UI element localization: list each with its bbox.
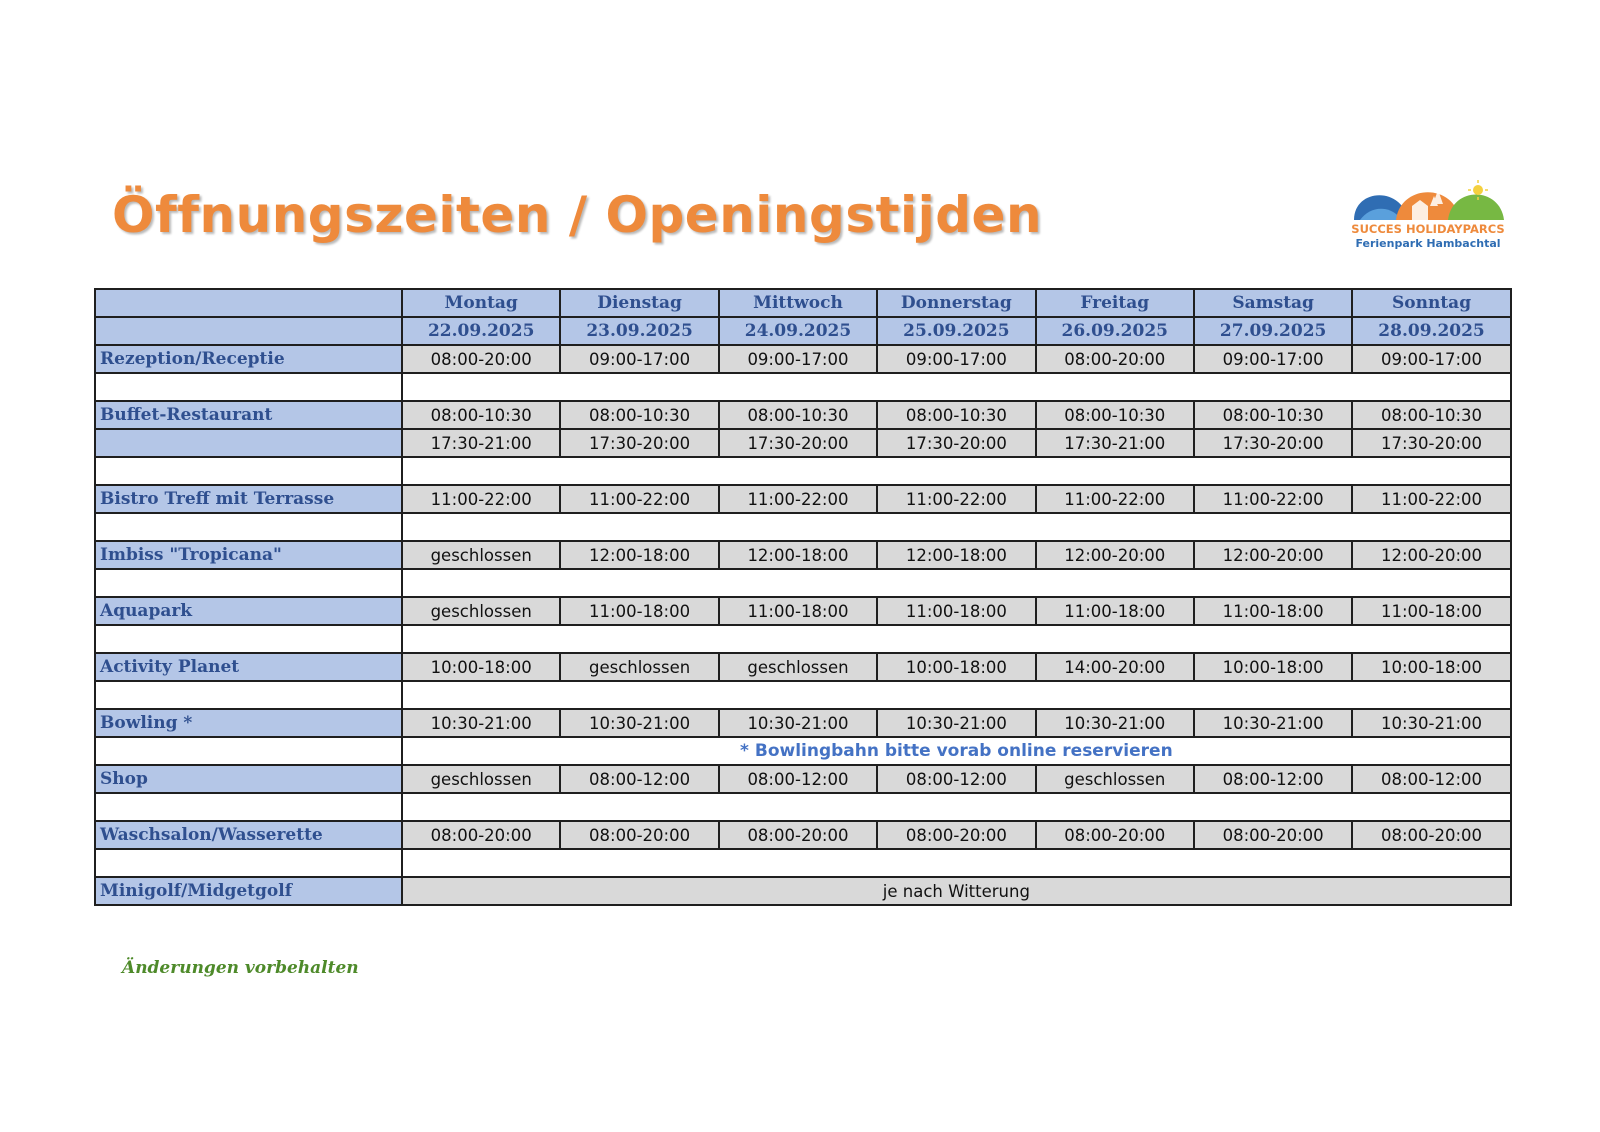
date-header: 24.09.2025 bbox=[719, 317, 877, 345]
facility-label: Activity Planet bbox=[95, 653, 402, 681]
date-header: 27.09.2025 bbox=[1194, 317, 1352, 345]
spacer-cell bbox=[402, 457, 1511, 485]
header-corner-cell bbox=[95, 289, 402, 317]
weather-dependent-cell: je nach Witterung bbox=[402, 877, 1511, 905]
time-cell: 12:00-20:00 bbox=[1036, 541, 1194, 569]
spacer-row bbox=[95, 625, 1511, 653]
spacer-label-cell bbox=[95, 793, 402, 821]
facility-label: Bowling * bbox=[95, 709, 402, 737]
time-cell: 08:00-20:00 bbox=[1036, 345, 1194, 373]
time-cell: 17:30-20:00 bbox=[877, 429, 1035, 457]
time-cell: 08:00-10:30 bbox=[1194, 401, 1352, 429]
opening-hours-table bbox=[94, 288, 1512, 906]
spacer-cell bbox=[402, 793, 1511, 821]
time-cell: 08:00-12:00 bbox=[1194, 765, 1352, 793]
time-cell: geschlossen bbox=[402, 765, 560, 793]
time-cell: 08:00-20:00 bbox=[1036, 821, 1194, 849]
time-cell: 09:00-17:00 bbox=[560, 345, 718, 373]
facility-label: Imbiss "Tropicana" bbox=[95, 541, 402, 569]
date-header: 26.09.2025 bbox=[1036, 317, 1194, 345]
time-cell: geschlossen bbox=[402, 597, 560, 625]
time-cell: 09:00-17:00 bbox=[1352, 345, 1510, 373]
spacer-cell bbox=[402, 849, 1511, 877]
time-cell: 09:00-17:00 bbox=[1194, 345, 1352, 373]
time-cell: 12:00-20:00 bbox=[1352, 541, 1510, 569]
bowling-reservation-note: * Bowlingbahn bitte vorab online reservieren bbox=[402, 737, 1511, 765]
time-cell: 10:30-21:00 bbox=[1352, 709, 1510, 737]
time-cell: 08:00-20:00 bbox=[560, 821, 718, 849]
spacer-cell bbox=[402, 373, 1511, 401]
facility-label: Buffet-Restaurant bbox=[95, 401, 402, 429]
spacer-label-cell bbox=[95, 849, 402, 877]
spacer-label-cell bbox=[95, 373, 402, 401]
spacer-label-cell bbox=[95, 457, 402, 485]
time-cell: 17:30-21:00 bbox=[402, 429, 560, 457]
spacer-row bbox=[95, 457, 1511, 485]
time-cell: 08:00-20:00 bbox=[877, 821, 1035, 849]
time-cell: 08:00-20:00 bbox=[719, 821, 877, 849]
header-corner-cell bbox=[95, 317, 402, 345]
time-cell: 08:00-12:00 bbox=[877, 765, 1035, 793]
time-cell: 11:00-18:00 bbox=[877, 597, 1035, 625]
spacer-cell bbox=[402, 681, 1511, 709]
time-cell: 08:00-12:00 bbox=[719, 765, 877, 793]
time-cell: 10:00-18:00 bbox=[1194, 653, 1352, 681]
facility-label-empty bbox=[95, 429, 402, 457]
brand-logo bbox=[1348, 176, 1508, 256]
time-cell: 12:00-18:00 bbox=[877, 541, 1035, 569]
time-cell: 09:00-17:00 bbox=[877, 345, 1035, 373]
weekday-header: Mittwoch bbox=[719, 289, 877, 317]
date-header: 25.09.2025 bbox=[877, 317, 1035, 345]
time-cell: 10:30-21:00 bbox=[877, 709, 1035, 737]
spacer-label-cell bbox=[95, 681, 402, 709]
spacer-cell bbox=[402, 513, 1511, 541]
facility-label: Shop bbox=[95, 765, 402, 793]
spacer-row bbox=[95, 569, 1511, 597]
time-cell: 09:00-17:00 bbox=[719, 345, 877, 373]
time-cell: 08:00-10:30 bbox=[1352, 401, 1510, 429]
time-cell: 11:00-18:00 bbox=[1194, 597, 1352, 625]
time-cell: geschlossen bbox=[1036, 765, 1194, 793]
time-cell: 12:00-18:00 bbox=[560, 541, 718, 569]
spacer-cell bbox=[402, 625, 1511, 653]
time-cell: 10:30-21:00 bbox=[1194, 709, 1352, 737]
facility-label: Rezeption/Receptie bbox=[95, 345, 402, 373]
time-cell: 14:00-20:00 bbox=[1036, 653, 1194, 681]
time-cell: 17:30-20:00 bbox=[1352, 429, 1510, 457]
date-header-row bbox=[95, 317, 1511, 345]
spacer-cell bbox=[402, 569, 1511, 597]
time-cell: 08:00-10:30 bbox=[719, 401, 877, 429]
time-cell: 10:30-21:00 bbox=[719, 709, 877, 737]
weekday-header: Dienstag bbox=[560, 289, 718, 317]
time-cell: 08:00-10:30 bbox=[1036, 401, 1194, 429]
time-cell: 11:00-18:00 bbox=[719, 597, 877, 625]
time-cell: 08:00-10:30 bbox=[402, 401, 560, 429]
weekday-header: Sonntag bbox=[1352, 289, 1510, 317]
time-cell: 17:30-20:00 bbox=[560, 429, 718, 457]
row-shop bbox=[95, 765, 1511, 793]
spacer-row bbox=[95, 849, 1511, 877]
spacer-row bbox=[95, 373, 1511, 401]
time-cell: 11:00-22:00 bbox=[719, 485, 877, 513]
weekday-header: Freitag bbox=[1036, 289, 1194, 317]
weekday-header-row bbox=[95, 289, 1511, 317]
weekday-header: Donnerstag bbox=[877, 289, 1035, 317]
time-cell: 12:00-20:00 bbox=[1194, 541, 1352, 569]
spacer-row bbox=[95, 793, 1511, 821]
spacer-row bbox=[95, 681, 1511, 709]
spacer-row bbox=[95, 513, 1511, 541]
spacer-label-cell bbox=[95, 513, 402, 541]
time-cell: 10:30-21:00 bbox=[1036, 709, 1194, 737]
time-cell: 10:30-21:00 bbox=[402, 709, 560, 737]
row-minigolf bbox=[95, 877, 1511, 905]
row-buffet-evening bbox=[95, 429, 1511, 457]
time-cell: 08:00-20:00 bbox=[402, 821, 560, 849]
changes-reserved-note: Änderungen vorbehalten bbox=[122, 958, 359, 978]
time-cell: 11:00-18:00 bbox=[1036, 597, 1194, 625]
time-cell: 08:00-20:00 bbox=[402, 345, 560, 373]
time-cell: 08:00-10:30 bbox=[560, 401, 718, 429]
time-cell: 10:30-21:00 bbox=[560, 709, 718, 737]
page-title: Öffnungszeiten / Openingstijden bbox=[112, 186, 1043, 244]
time-cell: 08:00-12:00 bbox=[1352, 765, 1510, 793]
time-cell: geschlossen bbox=[402, 541, 560, 569]
time-cell: 12:00-18:00 bbox=[719, 541, 877, 569]
row-buffet bbox=[95, 401, 1511, 429]
time-cell: 10:00-18:00 bbox=[877, 653, 1035, 681]
weekday-header: Montag bbox=[402, 289, 560, 317]
logo-park-text: Ferienpark Hambachtal bbox=[1355, 237, 1501, 250]
row-waschsalon bbox=[95, 821, 1511, 849]
row-bistro bbox=[95, 485, 1511, 513]
time-cell: 11:00-22:00 bbox=[1194, 485, 1352, 513]
spacer-label-cell bbox=[95, 625, 402, 653]
time-cell: 17:30-20:00 bbox=[719, 429, 877, 457]
spacer-label-cell bbox=[95, 737, 402, 765]
spacer-label-cell bbox=[95, 569, 402, 597]
time-cell: geschlossen bbox=[719, 653, 877, 681]
row-activity-planet bbox=[95, 653, 1511, 681]
row-bowling bbox=[95, 709, 1511, 737]
time-cell: 11:00-18:00 bbox=[560, 597, 718, 625]
time-cell: 17:30-20:00 bbox=[1194, 429, 1352, 457]
date-header: 28.09.2025 bbox=[1352, 317, 1510, 345]
row-rezeption bbox=[95, 345, 1511, 373]
facility-label: Minigolf/Midgetgolf bbox=[95, 877, 402, 905]
time-cell: 08:00-10:30 bbox=[877, 401, 1035, 429]
time-cell: 17:30-21:00 bbox=[1036, 429, 1194, 457]
time-cell: geschlossen bbox=[560, 653, 718, 681]
row-aquapark bbox=[95, 597, 1511, 625]
time-cell: 11:00-22:00 bbox=[1036, 485, 1194, 513]
time-cell: 08:00-12:00 bbox=[560, 765, 718, 793]
time-cell: 08:00-20:00 bbox=[1352, 821, 1510, 849]
time-cell: 11:00-22:00 bbox=[1352, 485, 1510, 513]
time-cell: 08:00-20:00 bbox=[1194, 821, 1352, 849]
time-cell: 11:00-22:00 bbox=[560, 485, 718, 513]
facility-label: Waschsalon/Wasserette bbox=[95, 821, 402, 849]
facility-label: Bistro Treff mit Terrasse bbox=[95, 485, 402, 513]
row-imbiss bbox=[95, 541, 1511, 569]
time-cell: 10:00-18:00 bbox=[1352, 653, 1510, 681]
time-cell: 11:00-22:00 bbox=[402, 485, 560, 513]
logo-landscape-icon bbox=[1350, 176, 1506, 220]
time-cell: 11:00-22:00 bbox=[877, 485, 1035, 513]
facility-label: Aquapark bbox=[95, 597, 402, 625]
weekday-header: Samstag bbox=[1194, 289, 1352, 317]
logo-brand-text: SUCCES HOLIDAYPARCS bbox=[1351, 222, 1505, 236]
date-header: 23.09.2025 bbox=[560, 317, 718, 345]
time-cell: 10:00-18:00 bbox=[402, 653, 560, 681]
date-header: 22.09.2025 bbox=[402, 317, 560, 345]
bowling-note-row bbox=[95, 737, 1511, 765]
time-cell: 11:00-18:00 bbox=[1352, 597, 1510, 625]
